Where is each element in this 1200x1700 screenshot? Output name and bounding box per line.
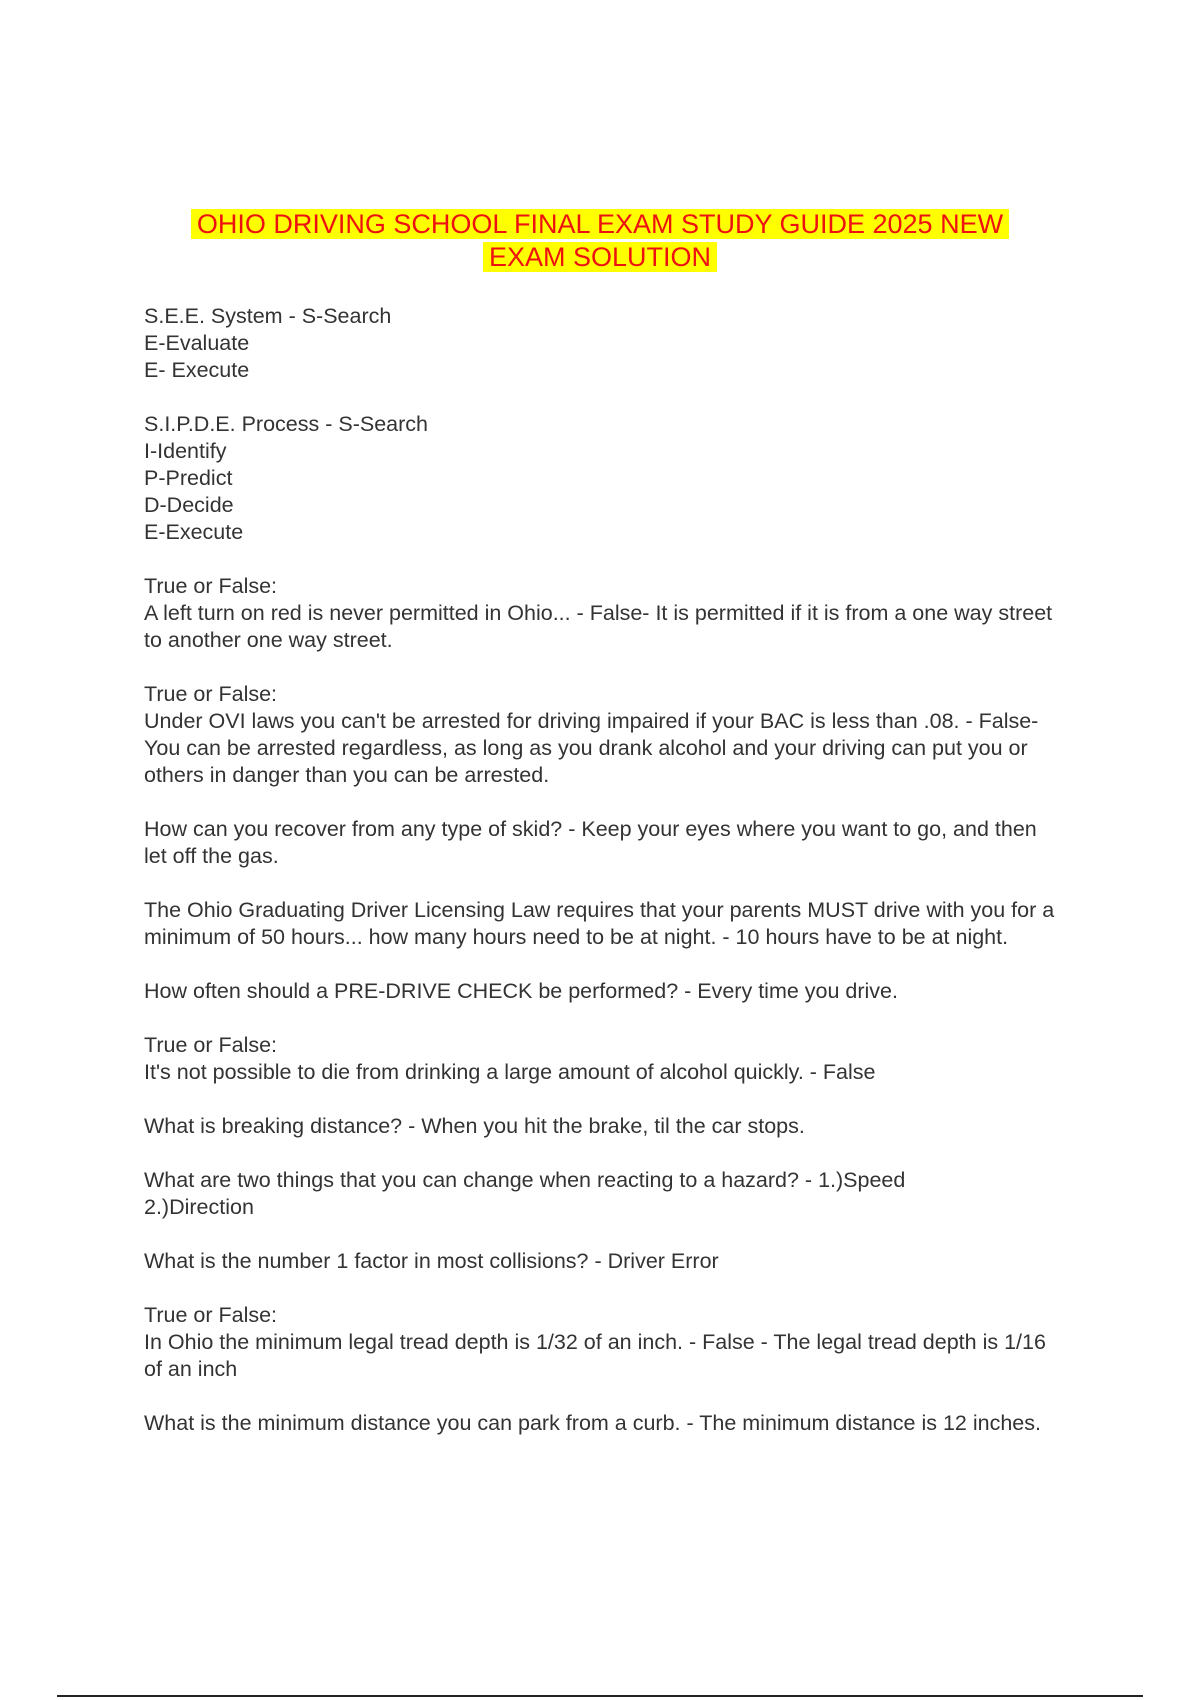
qa-entry-line: True or False:: [144, 574, 278, 598]
qa-entry-line: True or False:: [144, 1033, 278, 1057]
qa-entry-line: I-Identify: [144, 439, 227, 463]
qa-entry-line: What is breaking distance? - When you hit the brake, til the car stops.: [144, 1114, 805, 1138]
qa-entry: [144, 411, 1059, 546]
document-title: [120, 208, 1080, 274]
qa-entry-line: E-Execute: [144, 520, 244, 544]
qa-entry-line: What are two things that you can change when reacting to a hazard? - 1.)Speed: [144, 1168, 906, 1192]
qa-entry-line: S.E.E. System - S-Search: [144, 304, 392, 328]
qa-entry: [144, 681, 1059, 789]
qa-entry: [144, 978, 1059, 1005]
qa-entry: [144, 303, 1059, 384]
qa-entry: [144, 816, 1059, 870]
qa-entry-line: What is the number 1 factor in most collisions? - Driver Error: [144, 1249, 719, 1273]
qa-entry: [144, 1032, 1059, 1086]
document-title-line-2: EXAM SOLUTION: [483, 242, 717, 272]
qa-entry-line: A left turn on red is never permitted in Ohio... - False- It is permitted if it is from a one way street to another one way street.: [144, 601, 1053, 652]
qa-entry: [144, 1302, 1059, 1383]
qa-entry-line: P-Predict: [144, 466, 233, 490]
qa-entry-line: Under OVI laws you can't be arrested for driving impaired if your BAC is less than .08. - False- You can be arrested regardless, as long as you drank alcohol and your driving can put you or others in danger than you can be arrested.: [144, 709, 1039, 787]
qa-entry-line: The Ohio Graduating Driver Licensing Law requires that your parents MUST drive with you for a minimum of 50 hours... how many hours need to be at night. - 10 hours have to be at night.: [144, 898, 1055, 949]
qa-entry: [144, 1167, 1059, 1221]
qa-entry: [144, 1113, 1059, 1140]
qa-entry-line: How can you recover from any type of skid? - Keep your eyes where you want to go, and then let off the gas.: [144, 817, 1037, 868]
qa-entry-line: In Ohio the minimum legal tread depth is 1/32 of an inch. - False - The legal tread depth is 1/16 of an inch: [144, 1330, 1046, 1381]
qa-entry-line: True or False:: [144, 1303, 278, 1327]
qa-entry-line: What is the minimum distance you can park from a curb. - The minimum distance is 12 inches.: [144, 1411, 1041, 1435]
page-bottom-rule: [57, 1695, 1143, 1697]
qa-entry-line: It's not possible to die from drinking a large amount of alcohol quickly. - False: [144, 1060, 876, 1084]
study-guide-content: [144, 303, 1059, 1464]
qa-entry-line: S.I.P.D.E. Process - S-Search: [144, 412, 428, 436]
qa-entry-line: E- Execute: [144, 358, 250, 382]
qa-entry-line: 2.)Direction: [144, 1195, 254, 1219]
qa-entry-line: True or False:: [144, 682, 278, 706]
document-title-line-1: OHIO DRIVING SCHOOL FINAL EXAM STUDY GUIDE 2025 NEW: [191, 209, 1009, 239]
qa-entry-line: E-Evaluate: [144, 331, 250, 355]
qa-entry-line: D-Decide: [144, 493, 234, 517]
qa-entry: [144, 1248, 1059, 1275]
qa-entry: [144, 573, 1059, 654]
qa-entry: [144, 897, 1059, 951]
qa-entry-line: How often should a PRE-DRIVE CHECK be performed? - Every time you drive.: [144, 979, 898, 1003]
qa-entry: [144, 1410, 1059, 1437]
